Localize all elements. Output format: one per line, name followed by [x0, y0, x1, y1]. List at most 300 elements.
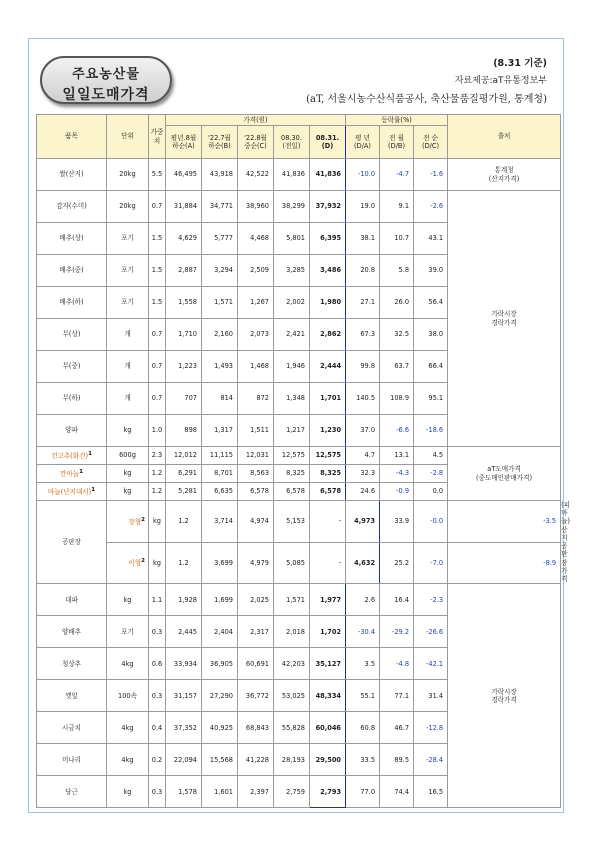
weight-cell: 1.5: [149, 223, 166, 255]
price-cell: 707: [166, 383, 202, 415]
price-cell: 31,884: [166, 191, 202, 223]
rate-cell: -42.1: [414, 648, 448, 680]
weight-cell: 0.3: [149, 616, 166, 648]
price-cell: 37,352: [166, 712, 202, 744]
item-name: [37, 415, 107, 447]
item-name: [37, 616, 107, 648]
price-cell: 8,563: [238, 465, 274, 483]
rate-cell: 33.9: [380, 501, 414, 543]
rate-cell: 38.1: [346, 223, 380, 255]
weight-cell: 0.4: [149, 712, 166, 744]
price-cell: 4,974: [238, 501, 274, 543]
price-cell: 1,317: [202, 415, 238, 447]
price-cell: 36,905: [202, 648, 238, 680]
item-name: [37, 680, 107, 712]
price-cell: 42,203: [274, 648, 310, 680]
unit-cell: 20kg: [107, 191, 149, 223]
rate-cell: -2.3: [414, 584, 448, 616]
price-cell: 814: [202, 383, 238, 415]
weight-cell: 0.3: [149, 776, 166, 808]
table-row: 공판장 장형$^2$ kg 1.2 3,714 4,974 5,153 - 4,973 33.9 -0.0 -3.5 (피마늘) 산지 공판장가격: [37, 501, 561, 543]
header-line: 중순(C): [244, 142, 267, 150]
price-cell: 1,267: [238, 287, 274, 319]
data-provider: 자료제공:aT유통정보부: [454, 76, 547, 86]
item-footnote: 1: [79, 468, 83, 475]
price-cell: 40,925: [202, 712, 238, 744]
rate-cell: 32.5: [380, 319, 414, 351]
today-price-cell: 1,980: [310, 287, 346, 319]
price-cell: 55,828: [274, 712, 310, 744]
source-cell: 통계청 (산지가격): [448, 159, 561, 191]
price-cell: 53,025: [274, 680, 310, 712]
item-name: [37, 465, 107, 483]
weight-cell: 1.2: [149, 483, 166, 501]
unit-cell: kg: [107, 776, 149, 808]
price-cell: 31,157: [166, 680, 202, 712]
rate-cell: 60.8: [346, 712, 380, 744]
price-cell: 1,217: [274, 415, 310, 447]
unit-cell: 4kg: [107, 712, 149, 744]
item-name: [37, 447, 107, 465]
base-date: (8.31 기준): [493, 58, 547, 69]
price-table: [36, 114, 571, 808]
header-rate-col: [414, 126, 448, 159]
weight-cell: 1.5: [149, 255, 166, 287]
price-cell: -: [310, 501, 346, 543]
rate-cell: 77.0: [346, 776, 380, 808]
item-label: 양배추: [61, 627, 82, 636]
today-price-cell: 2,862: [310, 319, 346, 351]
weight-cell: 0.6: [149, 648, 166, 680]
today-price-cell: 8,325: [310, 465, 346, 483]
source-cell: aT도매가격 (중도매인판매가격): [448, 447, 561, 501]
rate-cell: 63.7: [380, 351, 414, 383]
unit-cell: 20kg: [107, 159, 149, 191]
price-cell: 1,710: [166, 319, 202, 351]
price-cell: 38,299: [274, 191, 310, 223]
weight-cell: 1.0: [149, 415, 166, 447]
rate-cell: 55.1: [346, 680, 380, 712]
today-price-cell: 1,701: [310, 383, 346, 415]
price-cell: 12,575: [274, 447, 310, 465]
price-cell: 41,836: [274, 159, 310, 191]
weight-cell: 0.3: [149, 680, 166, 712]
rate-cell: -4.3: [380, 465, 414, 483]
rate-cell: 89.5: [380, 744, 414, 776]
header-price-col: [274, 126, 310, 159]
rate-cell: 43.1: [414, 223, 448, 255]
price-cell: 1,223: [166, 351, 202, 383]
price-cell: 46,495: [166, 159, 202, 191]
item-name: [37, 351, 107, 383]
item-label: 배추(하): [59, 298, 84, 307]
rate-cell: 66.4: [414, 351, 448, 383]
weight-cell: 2.3: [149, 447, 166, 465]
rate-cell: -3.5: [448, 501, 561, 543]
header-line: (D): [321, 142, 334, 150]
weight-cell: 1.2: [166, 501, 202, 543]
rate-cell: -0.9: [380, 483, 414, 501]
table-row: [37, 191, 561, 223]
header-price-col: [202, 126, 238, 159]
header-unit: 단위: [107, 115, 149, 159]
header-line: (D/B): [388, 142, 406, 150]
unit-cell: kg: [107, 483, 149, 501]
price-cell: 2,887: [166, 255, 202, 287]
rate-cell: 31.4: [414, 680, 448, 712]
header-line: 08.30.: [281, 133, 302, 142]
unit-cell: 포기: [107, 616, 149, 648]
rate-cell: -28.4: [414, 744, 448, 776]
header-rate-col: [380, 126, 414, 159]
item-name: [107, 501, 149, 543]
rate-cell: 46.7: [380, 712, 414, 744]
unit-cell: 개: [107, 351, 149, 383]
weight-cell: 0.7: [149, 319, 166, 351]
price-cell: 2,397: [238, 776, 274, 808]
today-price-cell: 41,836: [310, 159, 346, 191]
header-price-group: 가격(원): [166, 115, 346, 126]
rate-cell: 39.0: [414, 255, 448, 287]
rate-cell: -18.6: [414, 415, 448, 447]
price-cell: 1,511: [238, 415, 274, 447]
price-cell: 1,578: [166, 776, 202, 808]
price-cell: 60,691: [238, 648, 274, 680]
price-cell: 8,325: [274, 465, 310, 483]
item-footnote: 1: [91, 486, 96, 493]
rate-cell: 37.0: [346, 415, 380, 447]
rate-cell: 0.0: [414, 483, 448, 501]
rate-cell: -4.8: [380, 648, 414, 680]
item-label: 감자(수미): [56, 202, 87, 211]
price-cell: 1,946: [274, 351, 310, 383]
price-cell: 38,960: [238, 191, 274, 223]
unit-cell: kg: [149, 542, 166, 584]
unit-cell: kg: [107, 584, 149, 616]
rate-cell: -8.9: [448, 542, 561, 584]
rate-cell: 33.5: [346, 744, 380, 776]
rate-cell: 25.2: [380, 542, 414, 584]
rate-cell: 108.9: [380, 383, 414, 415]
header-line: 하순(A): [172, 142, 195, 150]
today-price-cell: 1,230: [310, 415, 346, 447]
header-line: 평년.8월: [170, 133, 197, 142]
unit-cell: 4kg: [107, 648, 149, 680]
price-cell: 41,228: [238, 744, 274, 776]
price-cell: 4,629: [166, 223, 202, 255]
rate-cell: 74.4: [380, 776, 414, 808]
rate-cell: 9.1: [380, 191, 414, 223]
item-name: [37, 584, 107, 616]
price-cell: 1,558: [166, 287, 202, 319]
price-cell: 1,601: [202, 776, 238, 808]
header-rate-group: 등락률(%): [346, 115, 448, 126]
rate-cell: 56.4: [414, 287, 448, 319]
weight-cell: 5.5: [149, 159, 166, 191]
price-cell: 12,012: [166, 447, 202, 465]
price-cell: 5,777: [202, 223, 238, 255]
rate-cell: 19.0: [346, 191, 380, 223]
unit-cell: 포기: [107, 223, 149, 255]
today-price-cell: 1,702: [310, 616, 346, 648]
price-cell: 4,468: [238, 223, 274, 255]
item-label: 건고추(화건): [51, 451, 89, 460]
unit-cell: 개: [107, 319, 149, 351]
price-cell: 2,073: [238, 319, 274, 351]
rate-cell: 4.7: [346, 447, 380, 465]
item-name: [37, 383, 107, 415]
price-cell: 1,348: [274, 383, 310, 415]
item-name: [37, 255, 107, 287]
item-label: 깻잎: [65, 691, 78, 700]
rate-cell: 95.1: [414, 383, 448, 415]
rate-cell: -10.0: [346, 159, 380, 191]
price-cell: 22,094: [166, 744, 202, 776]
unit-cell: 4kg: [107, 744, 149, 776]
price-cell: 33,934: [166, 648, 202, 680]
header-line: (D/C): [422, 142, 440, 150]
table-row: [37, 584, 561, 616]
item-name: [37, 191, 107, 223]
header-line: 평 년: [355, 133, 370, 142]
weight-cell: 0.7: [149, 191, 166, 223]
unit-cell: kg: [107, 415, 149, 447]
today-price-cell: 60,046: [310, 712, 346, 744]
header-line: 전 월: [389, 133, 404, 142]
price-cell: 2,002: [274, 287, 310, 319]
price-cell: 2,404: [202, 616, 238, 648]
price-cell: 3,294: [202, 255, 238, 287]
rate-cell: 13.1: [380, 447, 414, 465]
price-cell: 6,291: [166, 465, 202, 483]
title-line1: 주요농산물: [72, 67, 140, 82]
item-label: 깐마늘: [60, 469, 80, 478]
header-price-col: [310, 126, 346, 159]
item-footnote: 1: [88, 450, 92, 457]
weight-cell: 0.7: [149, 383, 166, 415]
weight-cell: 0.2: [149, 744, 166, 776]
price-cell: 12,031: [238, 447, 274, 465]
rate-cell: 99.8: [346, 351, 380, 383]
garlic-group-label: 공판장: [37, 501, 107, 584]
rate-cell: -7.0: [414, 542, 448, 584]
item-label: 양파: [65, 426, 78, 435]
price-cell: 28,193: [274, 744, 310, 776]
header-line: 하순(B): [208, 142, 231, 150]
rate-cell: 27.1: [346, 287, 380, 319]
price-cell: 1,571: [274, 584, 310, 616]
item-label: 대파: [65, 595, 78, 604]
item-label: 이형: [128, 559, 142, 568]
rate-cell: -30.4: [346, 616, 380, 648]
item-footnote: 2: [141, 516, 145, 523]
item-name: [37, 223, 107, 255]
header-line: 08.31.: [315, 133, 340, 142]
today-price-cell: 35,127: [310, 648, 346, 680]
price-cell: 2,160: [202, 319, 238, 351]
weight-cell: 1.2: [166, 542, 202, 584]
item-label: 장형: [128, 517, 142, 526]
price-cell: 6,578: [274, 483, 310, 501]
item-name: [37, 744, 107, 776]
item-label: 무(중): [62, 362, 81, 371]
rate-cell: 26.0: [380, 287, 414, 319]
rate-cell: -26.6: [414, 616, 448, 648]
item-footnote: 2: [141, 558, 145, 565]
price-cell: 6,578: [238, 483, 274, 501]
weight-cell: 1.5: [149, 287, 166, 319]
item-label: 쌀(산지): [59, 170, 84, 179]
item-name: [37, 319, 107, 351]
rate-cell: 16.4: [380, 584, 414, 616]
header-source: 출처: [448, 115, 561, 159]
rate-cell: 67.3: [346, 319, 380, 351]
price-cell: 2,421: [274, 319, 310, 351]
today-price-cell: 48,334: [310, 680, 346, 712]
today-price-cell: 2,444: [310, 351, 346, 383]
source-cell: 가락시장 경락가격: [448, 191, 561, 447]
price-cell: 1,493: [202, 351, 238, 383]
header-weight: 가중치: [149, 115, 166, 159]
price-cell: 898: [166, 415, 202, 447]
price-cell: 15,568: [202, 744, 238, 776]
today-price-cell: 4,632: [346, 542, 380, 584]
item-label: 당근: [65, 787, 78, 796]
price-cell: 11,115: [202, 447, 238, 465]
item-label: 무(상): [62, 330, 81, 339]
header-line: (전일): [282, 142, 301, 150]
weight-cell: 1.2: [149, 465, 166, 483]
unit-cell: 600g: [107, 447, 149, 465]
table-header: [37, 115, 561, 159]
item-label: 무(하): [62, 394, 81, 403]
rate-cell: 5.8: [380, 255, 414, 287]
rate-cell: -6.6: [380, 415, 414, 447]
price-cell: 34,771: [202, 191, 238, 223]
item-label: 마늘(난지대서): [47, 487, 92, 496]
price-cell: 4,979: [238, 542, 274, 584]
today-price-cell: 6,578: [310, 483, 346, 501]
rate-cell: 2.6: [346, 584, 380, 616]
rate-cell: 32.3: [346, 465, 380, 483]
table-row: [37, 542, 561, 584]
price-cell: 36,772: [238, 680, 274, 712]
price-cell: 2,509: [238, 255, 274, 287]
title-line2: 일일도매가격: [62, 87, 150, 103]
item-name: [37, 648, 107, 680]
price-cell: -: [310, 542, 346, 584]
price-cell: 2,317: [238, 616, 274, 648]
item-name: [107, 542, 149, 584]
weight-cell: 1.1: [149, 584, 166, 616]
weight-cell: 0.7: [149, 351, 166, 383]
today-price-cell: 3,486: [310, 255, 346, 287]
rate-cell: -4.7: [380, 159, 414, 191]
header-rate-col: [346, 126, 380, 159]
rate-cell: -2.8: [414, 465, 448, 483]
item-name: [37, 159, 107, 191]
today-price-cell: 1,977: [310, 584, 346, 616]
today-price-cell: 12,575: [310, 447, 346, 465]
item-name: [37, 712, 107, 744]
price-cell: 3,285: [274, 255, 310, 287]
data-sources: (aT, 서울시농수산식품공사, 축산물품질평가원, 통계청): [306, 94, 547, 105]
item-label: 배추(중): [59, 266, 84, 275]
price-cell: 2,759: [274, 776, 310, 808]
price-cell: 1,699: [202, 584, 238, 616]
price-cell: 3,714: [202, 501, 238, 543]
price-cell: 68,843: [238, 712, 274, 744]
price-cell: 1,468: [238, 351, 274, 383]
today-price-cell: 4,973: [346, 501, 380, 543]
rate-cell: -1.6: [414, 159, 448, 191]
today-price-cell: 2,793: [310, 776, 346, 808]
price-cell: 1,571: [202, 287, 238, 319]
price-cell: 3,699: [202, 542, 238, 584]
price-cell: 2,025: [238, 584, 274, 616]
table-row: [37, 447, 561, 465]
header-line: '22.7월: [208, 133, 231, 142]
item-name: [37, 483, 107, 501]
rate-cell: 140.5: [346, 383, 380, 415]
today-price-cell: 37,932: [310, 191, 346, 223]
header-line: (D/A): [354, 142, 372, 150]
price-cell: 6,635: [202, 483, 238, 501]
header-line: 전 순: [423, 133, 438, 142]
price-cell: 5,085: [274, 542, 310, 584]
unit-cell: 개: [107, 383, 149, 415]
unit-cell: kg: [107, 465, 149, 483]
price-cell: 8,701: [202, 465, 238, 483]
price-cell: 2,018: [274, 616, 310, 648]
price-cell: 5,153: [274, 501, 310, 543]
table-body: [37, 159, 571, 808]
table-row: [37, 159, 561, 191]
unit-cell: 100속: [107, 680, 149, 712]
rate-cell: -29.2: [380, 616, 414, 648]
unit-cell: 포기: [107, 287, 149, 319]
header-item: 품목: [37, 115, 107, 159]
price-cell: 5,801: [274, 223, 310, 255]
item-label: 청상추: [61, 659, 82, 668]
price-cell: 2,445: [166, 616, 202, 648]
today-price-cell: 29,500: [310, 744, 346, 776]
rate-cell: -12.8: [414, 712, 448, 744]
rate-cell: -2.6: [414, 191, 448, 223]
rate-cell: 77.1: [380, 680, 414, 712]
today-price-cell: 6,395: [310, 223, 346, 255]
rate-cell: 38.0: [414, 319, 448, 351]
item-label: 배추(상): [59, 234, 84, 243]
title-badge: [40, 56, 172, 104]
unit-cell: kg: [149, 501, 166, 543]
rate-cell: -0.0: [414, 501, 448, 543]
rate-cell: 4.5: [414, 447, 448, 465]
header-price-col: [238, 126, 274, 159]
item-name: [37, 776, 107, 808]
source-cell: 가락시장 경락가격: [448, 584, 561, 808]
unit-cell: 포기: [107, 255, 149, 287]
rate-cell: 10.7: [380, 223, 414, 255]
rate-cell: 16.5: [414, 776, 448, 808]
item-label: 시금치: [61, 723, 82, 732]
rate-cell: 24.6: [346, 483, 380, 501]
price-cell: 5,281: [166, 483, 202, 501]
price-cell: 27,290: [202, 680, 238, 712]
price-cell: 42,522: [238, 159, 274, 191]
item-label: 미나리: [61, 755, 82, 764]
rate-cell: 20.8: [346, 255, 380, 287]
